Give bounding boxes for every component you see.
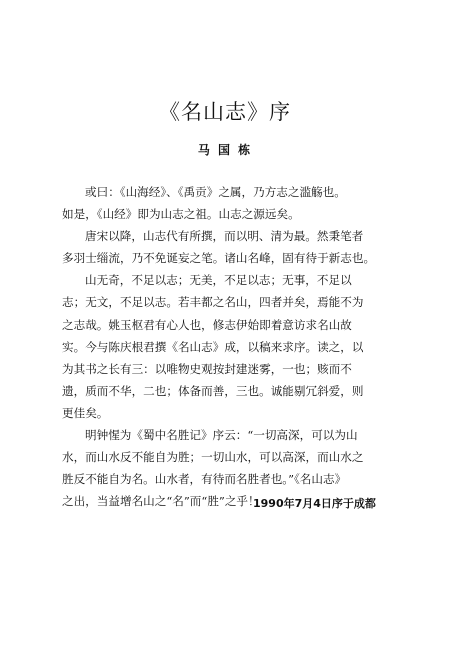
author-name: 马 国 栋	[197, 143, 253, 157]
text-line: 唐宋以降，山志代有所撰，而以明、清为最。然秉笔者	[85, 229, 364, 244]
text-line: 多羽士缁流，乃不免诞妄之笔。诸山名峰，固有待于新志也。	[62, 251, 376, 266]
text-line: 明钟惺为《蜀中名胜记》序云：“一切高深，可以为山	[85, 428, 358, 443]
text-line: 如是，《山经》即为山志之祖。山志之源远矣。	[62, 207, 300, 222]
body-text	[62, 181, 382, 512]
text-line: 或曰：《山海经》、《禹贡》之属，乃方志之滥觞也。	[85, 185, 346, 199]
text-line: 胜反不能自为名。山水者，有待而名胜者也。”《名山志》	[62, 472, 347, 487]
date-signature: 1990年7月4日序于成都	[253, 497, 376, 510]
text-line: 水，而山水反不能自为胜；一切山水，可以高深，而山水之	[62, 450, 364, 465]
text-line: 更佳矣。	[62, 405, 109, 420]
text-line: 为其书之长有三：以唯物史观按封建迷雾，一也；赅而不	[62, 361, 352, 376]
text-line: 志；无文，不足以志。若丰都之名山，四者并矣，焉能不为	[62, 295, 364, 310]
text-line: 之志哉。姚玉枢君有心人也，修志伊始即着意访求名山故	[62, 317, 352, 332]
text-line: 实。今与陈庆根君撰《名山志》成，以稿来求序。读之，以	[62, 339, 364, 354]
text-line: 山无奇，不足以志；无美，不足以志；无事，不足以	[85, 273, 352, 288]
text-line: 之出，当益增名山之“名”而“胜”之乎！	[62, 494, 260, 509]
document-title: 《名山志》序	[159, 100, 291, 124]
text-line: 遗，质而不华，二也；体备而善，三也。诚能剔冗斜爱，则	[62, 383, 364, 398]
